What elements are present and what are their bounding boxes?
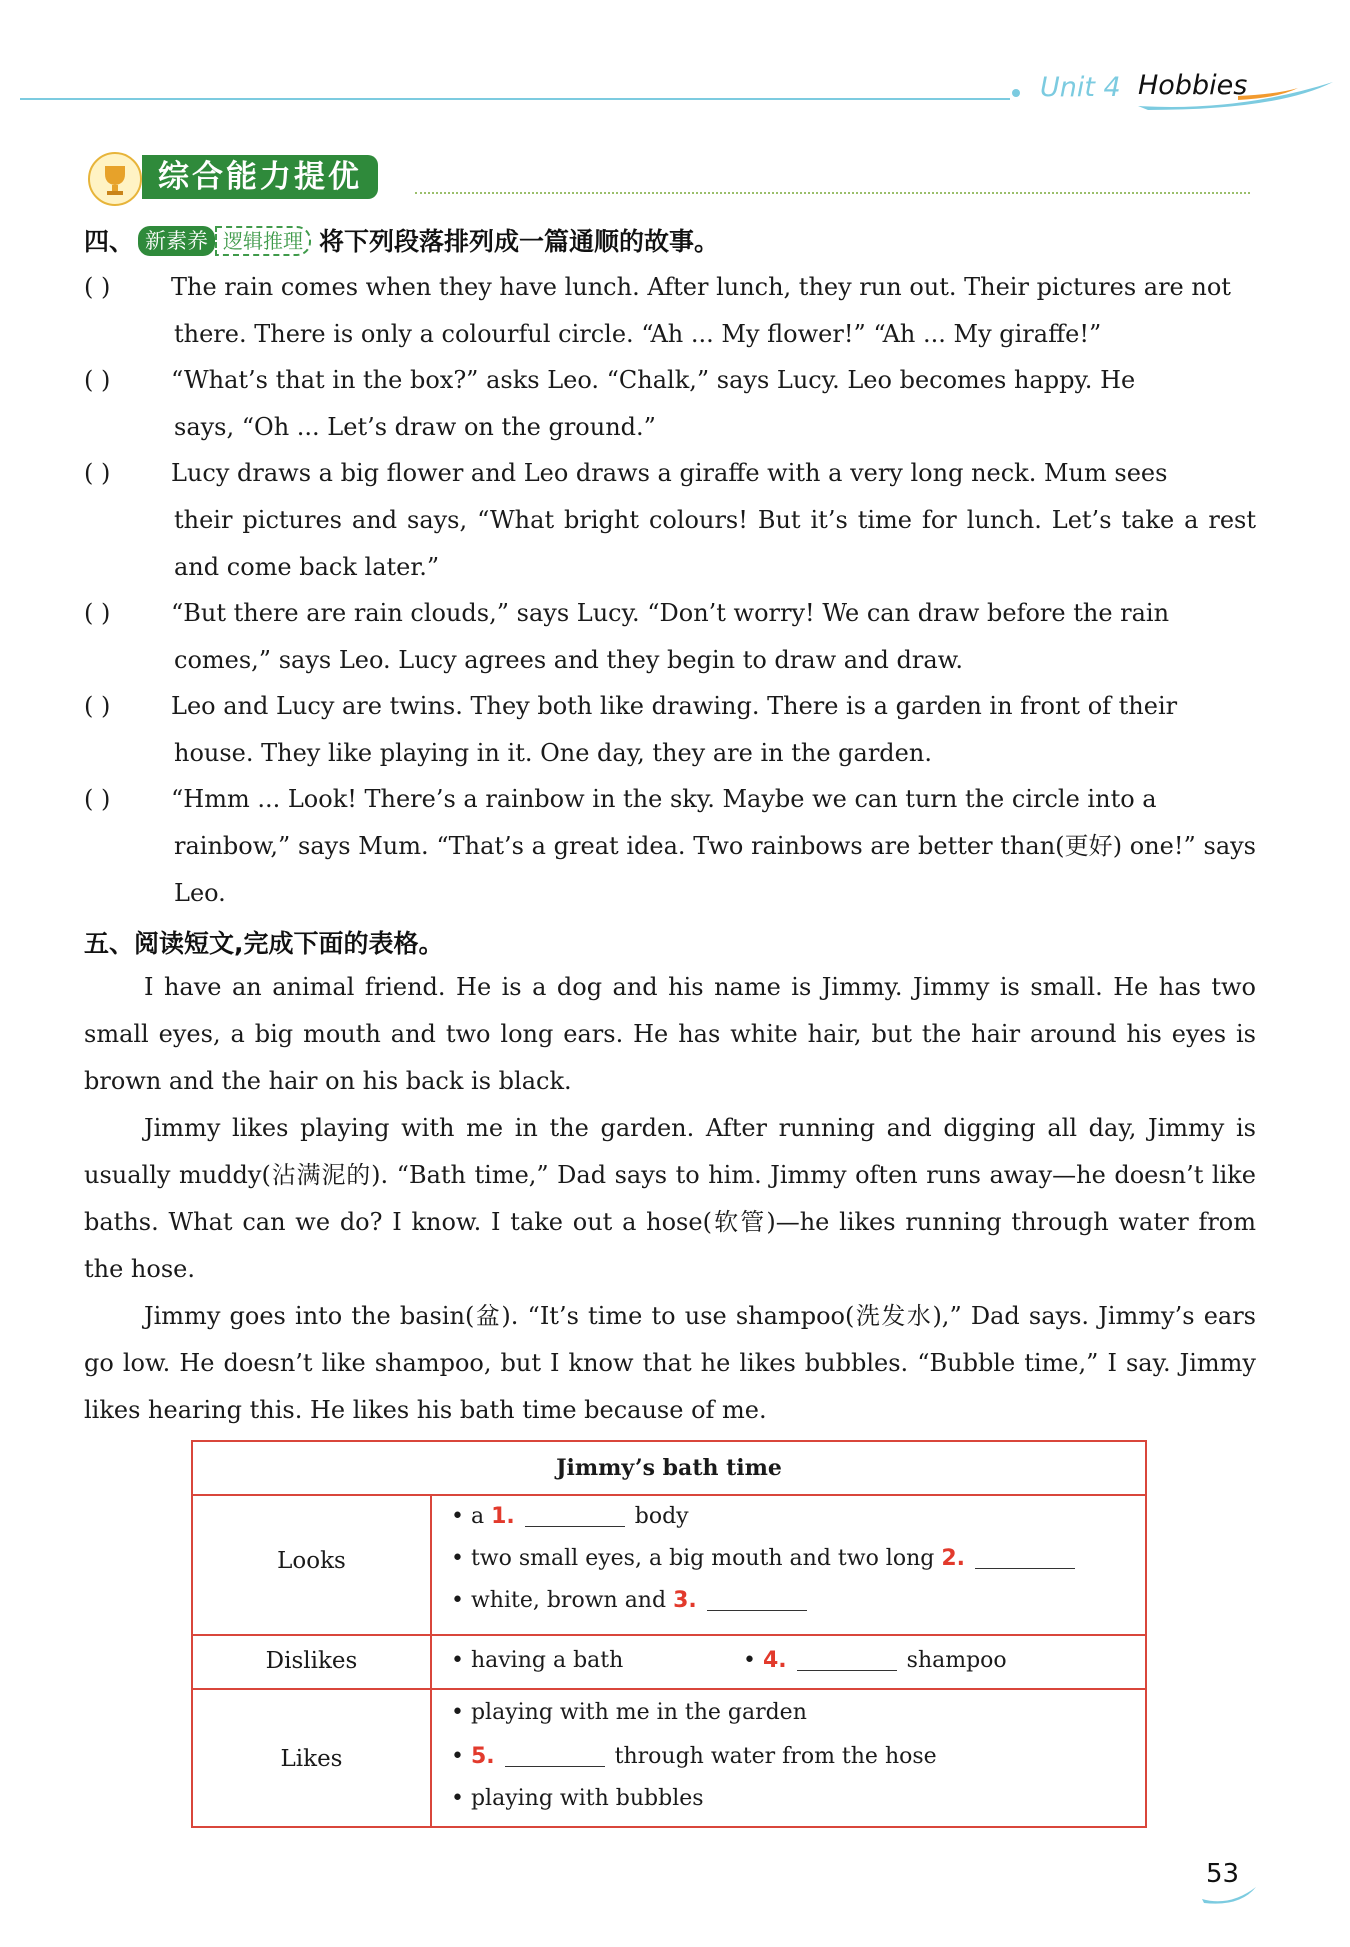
bullet-text: body <box>634 1504 689 1529</box>
blank-number: 3. <box>673 1588 697 1613</box>
row-label-looks: Looks <box>277 1548 346 1574</box>
bullet-text: • <box>451 1744 464 1769</box>
item-first-line: “But there are rain clouds,” says Lucy. “Don’t worry! We can draw before the rain <box>171 599 1170 627</box>
header-rule <box>20 98 1010 100</box>
item-rest: house. They like playing in it. One day, they are in the garden. <box>174 739 932 767</box>
likes-item-1: • playing with me in the garden <box>451 1700 807 1725</box>
looks-item-3 <box>451 1588 817 1613</box>
answer-line[interactable] <box>505 1746 605 1767</box>
table-rule <box>193 1494 1145 1496</box>
table-title: Jimmy’s bath time <box>556 1455 782 1481</box>
row-label-dislikes: Dislikes <box>265 1648 358 1674</box>
answer-line[interactable] <box>797 1650 897 1671</box>
dislikes-item-1: • having a bath <box>451 1648 624 1673</box>
looks-item-1 <box>451 1504 689 1529</box>
row-label-likes: Likes <box>280 1746 343 1772</box>
ordering-item <box>84 264 1256 358</box>
item-rest: comes,” says Leo. Lucy agrees and they begin to draw and draw. <box>174 646 963 674</box>
ordering-item <box>84 776 1256 917</box>
bath-time-table <box>191 1440 1147 1828</box>
blank-number: 4. <box>762 1648 787 1673</box>
answer-blank[interactable]: ( ) <box>84 273 111 301</box>
ordering-item <box>84 450 1256 591</box>
item-first-line: “What’s that in the box?” asks Leo. “Chalk,” says Lucy. Leo becomes happy. He <box>171 366 1136 394</box>
ordering-item <box>84 683 1256 777</box>
unit-label: Unit 4 <box>1040 72 1121 103</box>
answer-blank[interactable]: ( ) <box>84 692 111 720</box>
task5-heading: 五、阅读短文,完成下面的表格。 <box>84 929 444 958</box>
answer-blank[interactable]: ( ) <box>84 599 111 627</box>
task4-heading <box>84 222 719 258</box>
blank-number: 5. <box>470 1744 495 1769</box>
reading-paragraph: Jimmy likes playing with me in the garden. After running and digging all day, Jimmy is usually muddy(沾满泥的). “Bath time,” Dad says to him. Jimmy often runs away—he doesn’t like baths. What can we do? I know. I take out a hose(软管)—he likes running through water from the hose. <box>84 1114 1256 1283</box>
bullet-text: through water from the hose <box>614 1744 937 1769</box>
looks-item-2 <box>451 1546 1085 1571</box>
blank-number: 2. <box>941 1546 966 1571</box>
dislikes-item-2 <box>743 1648 1007 1673</box>
page-swoosh-icon <box>1200 1885 1260 1907</box>
task4-number: 四、 <box>84 227 135 256</box>
item-rest: rainbow,” says Mum. “That’s a great idea. Two rainbows are better than(更好) one!” says Leo. <box>174 832 1256 907</box>
reading-paragraph: Jimmy goes into the basin(盆). “It’s time to use shampoo(洗发水),” Dad says. Jimmy’s ears go low. He doesn’t like shampoo, but I know that he likes bubbles. “Bubble time,” I say. Jimmy likes hearing this. He likes his bath time because of me. <box>84 1302 1256 1424</box>
answer-blank[interactable]: ( ) <box>84 366 111 394</box>
table-column-rule <box>430 1494 432 1826</box>
task4-instruction: 将下列段落排列成一篇通顺的故事。 <box>319 227 720 256</box>
item-rest: says, “Oh ... Let’s draw on the ground.” <box>174 413 656 441</box>
skill-badge: 新素养 <box>138 226 215 256</box>
page-number: 53 <box>1206 1859 1240 1889</box>
answer-line[interactable] <box>975 1548 1075 1569</box>
answer-line[interactable] <box>525 1506 625 1527</box>
ordering-item <box>84 357 1256 451</box>
table-rule <box>193 1634 1145 1636</box>
ordering-item <box>84 590 1256 684</box>
likes-item-3: • playing with bubbles <box>451 1786 704 1811</box>
reading-paragraph: I have an animal friend. He is a dog and his name is Jimmy. Jimmy is small. He has two small eyes, a big mouth and two long ears. He has white hair, but the hair around his eyes is brown and the hair on his back is black. <box>84 973 1256 1095</box>
header-swoosh-icon <box>1138 82 1338 112</box>
banner-dotted-rule <box>415 192 1250 194</box>
table-rule <box>193 1688 1145 1690</box>
bullet-text: • a <box>451 1504 485 1529</box>
trophy-icon <box>88 152 142 206</box>
section-banner: 综合能力提优 <box>142 155 378 199</box>
bullet-text: shampoo <box>906 1648 1007 1673</box>
item-rest: their pictures and says, “What bright colours! But it’s time for lunch. Let’s take a rest and come back later.” <box>174 506 1256 581</box>
item-first-line: The rain comes when they have lunch. After lunch, they run out. Their pictures are not <box>171 273 1231 301</box>
likes-item-2 <box>451 1744 937 1769</box>
item-first-line: Leo and Lucy are twins. They both like drawing. There is a garden in front of their <box>171 692 1178 720</box>
unit-title: Hobbies <box>1138 70 1248 101</box>
header-dot <box>1012 89 1020 97</box>
blank-number: 1. <box>491 1504 515 1529</box>
bullet-text: • white, brown and <box>451 1588 667 1613</box>
skill-tag: 逻辑推理 <box>215 226 311 256</box>
item-first-line: “Hmm ... Look! There’s a rainbow in the sky. Maybe we can turn the circle into a <box>171 785 1157 813</box>
bullet-text: • two small eyes, a big mouth and two long <box>451 1546 935 1571</box>
answer-blank[interactable]: ( ) <box>84 459 111 487</box>
bullet-text: • <box>743 1648 756 1673</box>
answer-blank[interactable]: ( ) <box>84 785 111 813</box>
item-rest: there. There is only a colourful circle. “Ah ... My flower!” “Ah ... My giraffe!” <box>174 320 1102 348</box>
answer-line[interactable] <box>707 1590 807 1611</box>
item-first-line: Lucy draws a big flower and Leo draws a giraffe with a very long neck. Mum sees <box>171 459 1168 487</box>
